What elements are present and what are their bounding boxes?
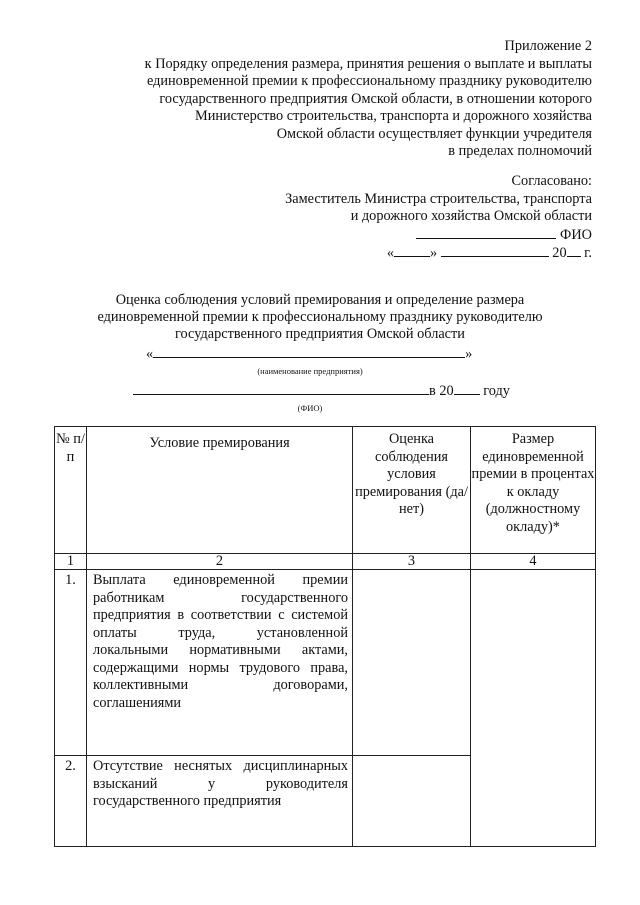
date-open-quote: «: [386, 245, 394, 261]
assessment-table: [54, 426, 596, 847]
column-number: 3: [353, 554, 471, 570]
title-line: Оценка соблюдения условий премирования и определение размера: [115, 292, 525, 308]
in-year-label: в 20: [429, 383, 454, 399]
column-number-row: [55, 554, 596, 570]
table-header-row: [55, 427, 596, 554]
annex-line: государственного предприятия Омской области, в отношении которого: [159, 90, 592, 107]
day-blank: [394, 244, 430, 257]
approval-date-line: [200, 244, 592, 263]
annex-header: [80, 38, 592, 161]
annex-line: Министерство строительства, транспорта и дорожного хозяйства: [195, 108, 592, 124]
approval-label: Согласовано:: [511, 173, 592, 189]
annex-line: Омской области осуществляет функции учредителя: [276, 125, 592, 142]
year-word: году: [483, 383, 510, 399]
approval-block: [200, 173, 592, 263]
row-condition: Отсутствие неснятых дисциплинарных взысканий у руководителя государственного предприятия: [87, 756, 353, 847]
row-number: 2.: [55, 756, 87, 847]
fio-blank: [133, 382, 429, 395]
header-assessment: Оценка соблюдения условия премирования (да/нет): [353, 427, 471, 554]
approver-fio: ФИО: [560, 226, 592, 243]
table-row: [55, 570, 596, 756]
document-title: [60, 292, 580, 343]
column-number: 1: [55, 554, 87, 570]
annex-line: в пределах полномочий: [448, 143, 592, 159]
month-blank: [441, 244, 549, 257]
approver-position: и дорожного хозяйства Омской области: [350, 208, 592, 224]
enterprise-name-line: [146, 345, 472, 363]
assessment-cell[interactable]: [353, 570, 471, 756]
size-cell[interactable]: [471, 570, 596, 847]
assessment-cell[interactable]: [353, 756, 471, 847]
column-number: 2: [87, 554, 353, 570]
header-condition: Условие премирования: [87, 427, 353, 554]
enterprise-blank: [153, 345, 465, 358]
year-prefix: 20: [552, 245, 567, 261]
column-number: 4: [471, 554, 596, 570]
enterprise-open-quote: «: [146, 346, 154, 362]
row-condition: Выплата единовременной премии работникам государственного предприятия в соответствии с системой оплаты труда, установленной локальными нормативными актами, содержащими нормы трудового права, коллективными договорами, соглашениями: [87, 570, 353, 756]
annex-title: Приложение 2: [504, 38, 592, 54]
fio-caption: (ФИО): [297, 403, 323, 413]
annex-line: единовременной премии к профессиональному празднику руководителю: [146, 73, 592, 89]
header-size: Размер единовременной премии в процентах к окладу (должностному окладу)*: [471, 427, 596, 554]
title-line: единовременной премии к профессиональному празднику руководителю: [97, 309, 543, 325]
person-name-line: [133, 382, 510, 400]
enterprise-close-quote: »: [465, 346, 473, 362]
enterprise-caption: (наименование предприятия): [257, 366, 363, 376]
date-close-quote: »: [429, 245, 438, 261]
annex-line: к Порядку определения размера, принятия решения о выплате и выплаты: [144, 55, 592, 72]
approver-position: Заместитель Министра строительства, транспорта: [285, 190, 592, 207]
year-blank: [454, 382, 480, 395]
year-blank: [567, 244, 581, 257]
row-number: 1.: [55, 570, 87, 756]
year-suffix: г.: [584, 245, 592, 261]
approver-signature-line: [200, 226, 592, 245]
header-num: № п/п: [55, 427, 87, 554]
signature-blank: [416, 226, 556, 239]
title-line: государственного предприятия Омской области: [175, 326, 465, 342]
